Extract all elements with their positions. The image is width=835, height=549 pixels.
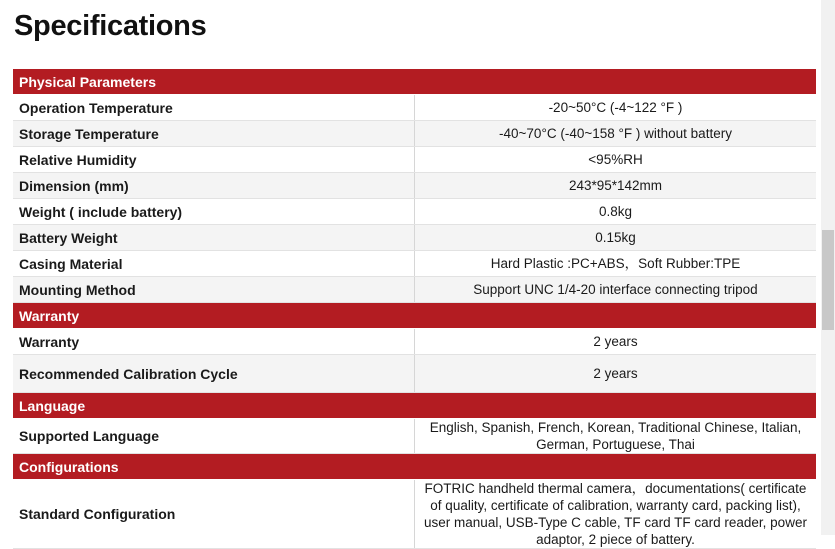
row-value: 2 years	[415, 329, 817, 355]
row-value: 0.15kg	[415, 225, 817, 251]
table-row	[13, 225, 816, 251]
table-row	[13, 121, 816, 147]
table-row	[13, 419, 816, 454]
section-title: Language	[13, 393, 816, 419]
row-value: 2 years	[415, 355, 817, 393]
row-label: Relative Humidity	[13, 147, 415, 173]
specifications-table	[13, 69, 816, 549]
row-value: FOTRIC handheld thermal camera，documentations( certificate of quality, certificate of calibration, warranty card, packing list), user manual, USB-Type C cable, TF card TF card reader, power adaptor, 2 piece of battery.	[415, 480, 817, 549]
row-value: English, Spanish, French, Korean, Traditional Chinese, Italian, German, Portuguese, Thai	[415, 419, 817, 454]
row-value: 243*95*142mm	[415, 173, 817, 199]
table-row	[13, 329, 816, 355]
table-row	[13, 355, 816, 393]
row-label: Warranty	[13, 329, 415, 355]
section-header-warranty	[13, 303, 816, 329]
row-label: Dimension (mm)	[13, 173, 415, 199]
section-title: Configurations	[13, 454, 816, 480]
section-header-language	[13, 393, 816, 419]
row-value: <95%RH	[415, 147, 817, 173]
section-header-physical-parameters	[13, 69, 816, 95]
table-row	[13, 480, 816, 549]
row-value: -20~50°C (-4~122 °F )	[415, 95, 817, 121]
table-row	[13, 147, 816, 173]
row-label: Weight ( include battery)	[13, 199, 415, 225]
row-label: Battery Weight	[13, 225, 415, 251]
row-value: Support UNC 1/4-20 interface connecting tripod	[415, 277, 817, 303]
row-label: Storage Temperature	[13, 121, 415, 147]
table-row	[13, 95, 816, 121]
row-label: Operation Temperature	[13, 95, 415, 121]
vertical-scrollbar[interactable]	[821, 0, 835, 535]
row-label: Mounting Method	[13, 277, 415, 303]
section-header-configurations	[13, 454, 816, 480]
row-value: Hard Plastic :PC+ABS，Soft Rubber:TPE	[415, 251, 817, 277]
row-label: Supported Language	[13, 419, 415, 454]
row-value: -40~70°C (-40~158 °F ) without battery	[415, 121, 817, 147]
scrollbar-thumb[interactable]	[822, 230, 834, 330]
row-label: Casing Material	[13, 251, 415, 277]
row-label: Standard Configuration	[13, 480, 415, 549]
section-title: Warranty	[13, 303, 816, 329]
row-label: Recommended Calibration Cycle	[13, 355, 415, 393]
table-row	[13, 251, 816, 277]
table-row	[13, 199, 816, 225]
table-row	[13, 277, 816, 303]
table-row	[13, 173, 816, 199]
row-value: 0.8kg	[415, 199, 817, 225]
page-title: Specifications	[14, 10, 207, 42]
section-title: Physical Parameters	[13, 69, 816, 95]
